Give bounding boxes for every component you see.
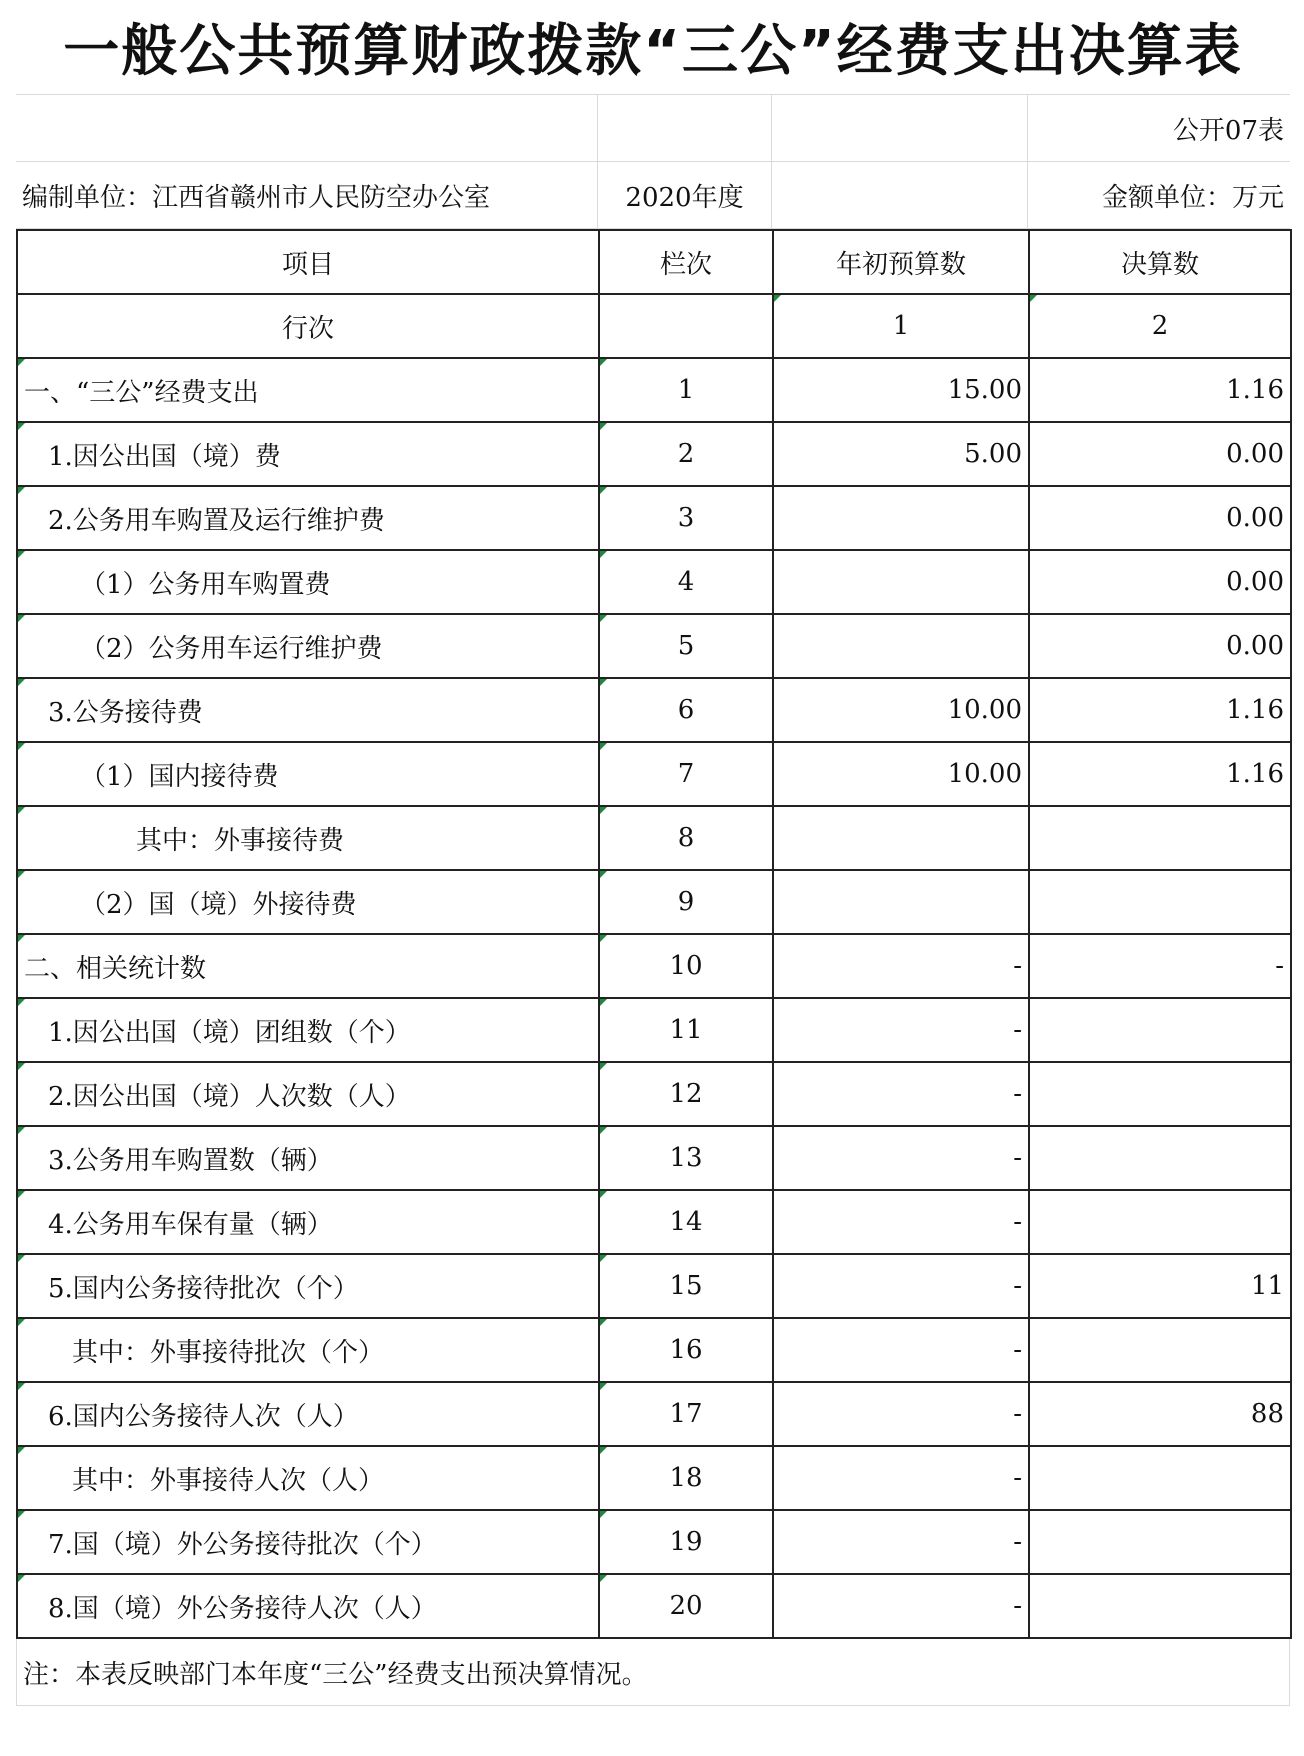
row-final: 1.16	[1029, 358, 1291, 422]
row-item: （2）公务用车运行维护费	[17, 614, 599, 678]
table-row	[17, 1574, 1291, 1638]
row-budget	[773, 614, 1029, 678]
row-final	[1029, 998, 1291, 1062]
row-item: 6.国内公务接待人次（人）	[17, 1382, 599, 1446]
row-item: 其中：外事接待人次（人）	[17, 1446, 599, 1510]
row-item: （2）国（境）外接待费	[17, 870, 599, 934]
row-final: 0.00	[1029, 422, 1291, 486]
row-final: -	[1029, 934, 1291, 998]
row-item: 二、相关统计数	[17, 934, 599, 998]
row-item: 7.国（境）外公务接待批次（个）	[17, 1510, 599, 1574]
row-budget: -	[773, 1510, 1029, 1574]
final-col-index: 2	[1029, 294, 1291, 358]
row-number: 19	[599, 1510, 773, 1574]
row-final	[1029, 1574, 1291, 1638]
table-row	[17, 1254, 1291, 1318]
table-code: 公开07表	[1172, 115, 1284, 146]
table-row	[17, 998, 1291, 1062]
row-final	[1029, 1510, 1291, 1574]
row-item: 2.公务用车购置及运行维护费	[17, 486, 599, 550]
row-item: 1.因公出国（境）团组数（个）	[17, 998, 599, 1062]
row-budget: 5.00	[773, 422, 1029, 486]
row-number: 10	[599, 934, 773, 998]
row-final: 0.00	[1029, 614, 1291, 678]
row-number: 16	[599, 1318, 773, 1382]
row-number: 6	[599, 678, 773, 742]
row-number: 11	[599, 998, 773, 1062]
fiscal-year: 2020年度	[598, 162, 772, 228]
compiling-unit: 编制单位：江西省赣州市人民防空办公室	[16, 162, 598, 228]
table-row	[17, 1190, 1291, 1254]
table-row	[17, 1318, 1291, 1382]
row-budget: -	[773, 1382, 1029, 1446]
row-item: （1）公务用车购置费	[17, 550, 599, 614]
row-item: （1）国内接待费	[17, 742, 599, 806]
row-item: 8.国（境）外公务接待人次（人）	[17, 1574, 599, 1638]
row-budget: -	[773, 1254, 1029, 1318]
table-row	[17, 742, 1291, 806]
row-final: 88	[1029, 1382, 1291, 1446]
row-number: 15	[599, 1254, 773, 1318]
row-final	[1029, 1446, 1291, 1510]
row-budget: 10.00	[773, 678, 1029, 742]
row-final	[1029, 870, 1291, 934]
table-row	[17, 806, 1291, 870]
line-label: 行次	[17, 294, 599, 358]
row-final	[1029, 1318, 1291, 1382]
table-row	[17, 1062, 1291, 1126]
row-number: 5	[599, 614, 773, 678]
row-item: 其中：外事接待费	[17, 806, 599, 870]
row-budget: -	[773, 1062, 1029, 1126]
amount-unit: 金额单位：万元	[1101, 182, 1284, 213]
row-number: 8	[599, 806, 773, 870]
row-budget	[773, 486, 1029, 550]
row-final: 1.16	[1029, 678, 1291, 742]
row-budget: 15.00	[773, 358, 1029, 422]
table-row	[17, 934, 1291, 998]
row-number: 9	[599, 870, 773, 934]
row-budget	[773, 870, 1029, 934]
row-number: 18	[599, 1446, 773, 1510]
row-final: 0.00	[1029, 550, 1291, 614]
table-row	[17, 870, 1291, 934]
table-row	[17, 1510, 1291, 1574]
header-row	[17, 230, 1291, 294]
row-final: 0.00	[1029, 486, 1291, 550]
row-number: 3	[599, 486, 773, 550]
line-number-row	[17, 294, 1291, 358]
table-row	[17, 1382, 1291, 1446]
header-final: 决算数	[1029, 230, 1291, 294]
row-final	[1029, 1190, 1291, 1254]
header-col-no: 栏次	[599, 230, 773, 294]
row-item: 3.公务用车购置数（辆）	[17, 1126, 599, 1190]
table-row	[17, 1446, 1291, 1510]
row-number: 20	[599, 1574, 773, 1638]
expenditure-table	[16, 229, 1292, 1639]
table-row	[17, 422, 1291, 486]
row-item: 4.公务用车保有量（辆）	[17, 1190, 599, 1254]
info-row	[16, 162, 1290, 229]
row-number: 17	[599, 1382, 773, 1446]
row-number: 4	[599, 550, 773, 614]
row-budget: -	[773, 1574, 1029, 1638]
row-final	[1029, 1126, 1291, 1190]
table-code-row	[16, 95, 1290, 162]
row-budget: -	[773, 1446, 1029, 1510]
table-row	[17, 358, 1291, 422]
row-item: 1.因公出国（境）费	[17, 422, 599, 486]
row-item: 2.因公出国（境）人次数（人）	[17, 1062, 599, 1126]
table-row	[17, 678, 1291, 742]
row-budget: -	[773, 1318, 1029, 1382]
row-item: 5.国内公务接待批次（个）	[17, 1254, 599, 1318]
page-title: 一般公共预算财政拨款“三公”经费支出决算表	[16, 0, 1290, 95]
row-number: 1	[599, 358, 773, 422]
row-final: 11	[1029, 1254, 1291, 1318]
row-item: 其中：外事接待批次（个）	[17, 1318, 599, 1382]
table-row	[17, 550, 1291, 614]
row-budget: -	[773, 1126, 1029, 1190]
row-number: 2	[599, 422, 773, 486]
row-final	[1029, 806, 1291, 870]
row-budget	[773, 806, 1029, 870]
footnote: 注：本表反映部门本年度“三公”经费支出预决算情况。	[16, 1639, 1290, 1706]
spreadsheet	[16, 0, 1290, 1706]
header-budget: 年初预算数	[773, 230, 1029, 294]
row-number: 13	[599, 1126, 773, 1190]
row-final: 1.16	[1029, 742, 1291, 806]
row-budget: -	[773, 1190, 1029, 1254]
row-number: 12	[599, 1062, 773, 1126]
table-row	[17, 1126, 1291, 1190]
row-budget	[773, 550, 1029, 614]
row-budget: -	[773, 934, 1029, 998]
row-final	[1029, 1062, 1291, 1126]
budget-col-index: 1	[773, 294, 1029, 358]
row-number: 7	[599, 742, 773, 806]
table-row	[17, 614, 1291, 678]
row-item: 一、“三公”经费支出	[17, 358, 599, 422]
header-item: 项目	[17, 230, 599, 294]
row-budget: -	[773, 998, 1029, 1062]
table-row	[17, 486, 1291, 550]
row-item: 3.公务接待费	[17, 678, 599, 742]
row-budget: 10.00	[773, 742, 1029, 806]
row-number: 14	[599, 1190, 773, 1254]
